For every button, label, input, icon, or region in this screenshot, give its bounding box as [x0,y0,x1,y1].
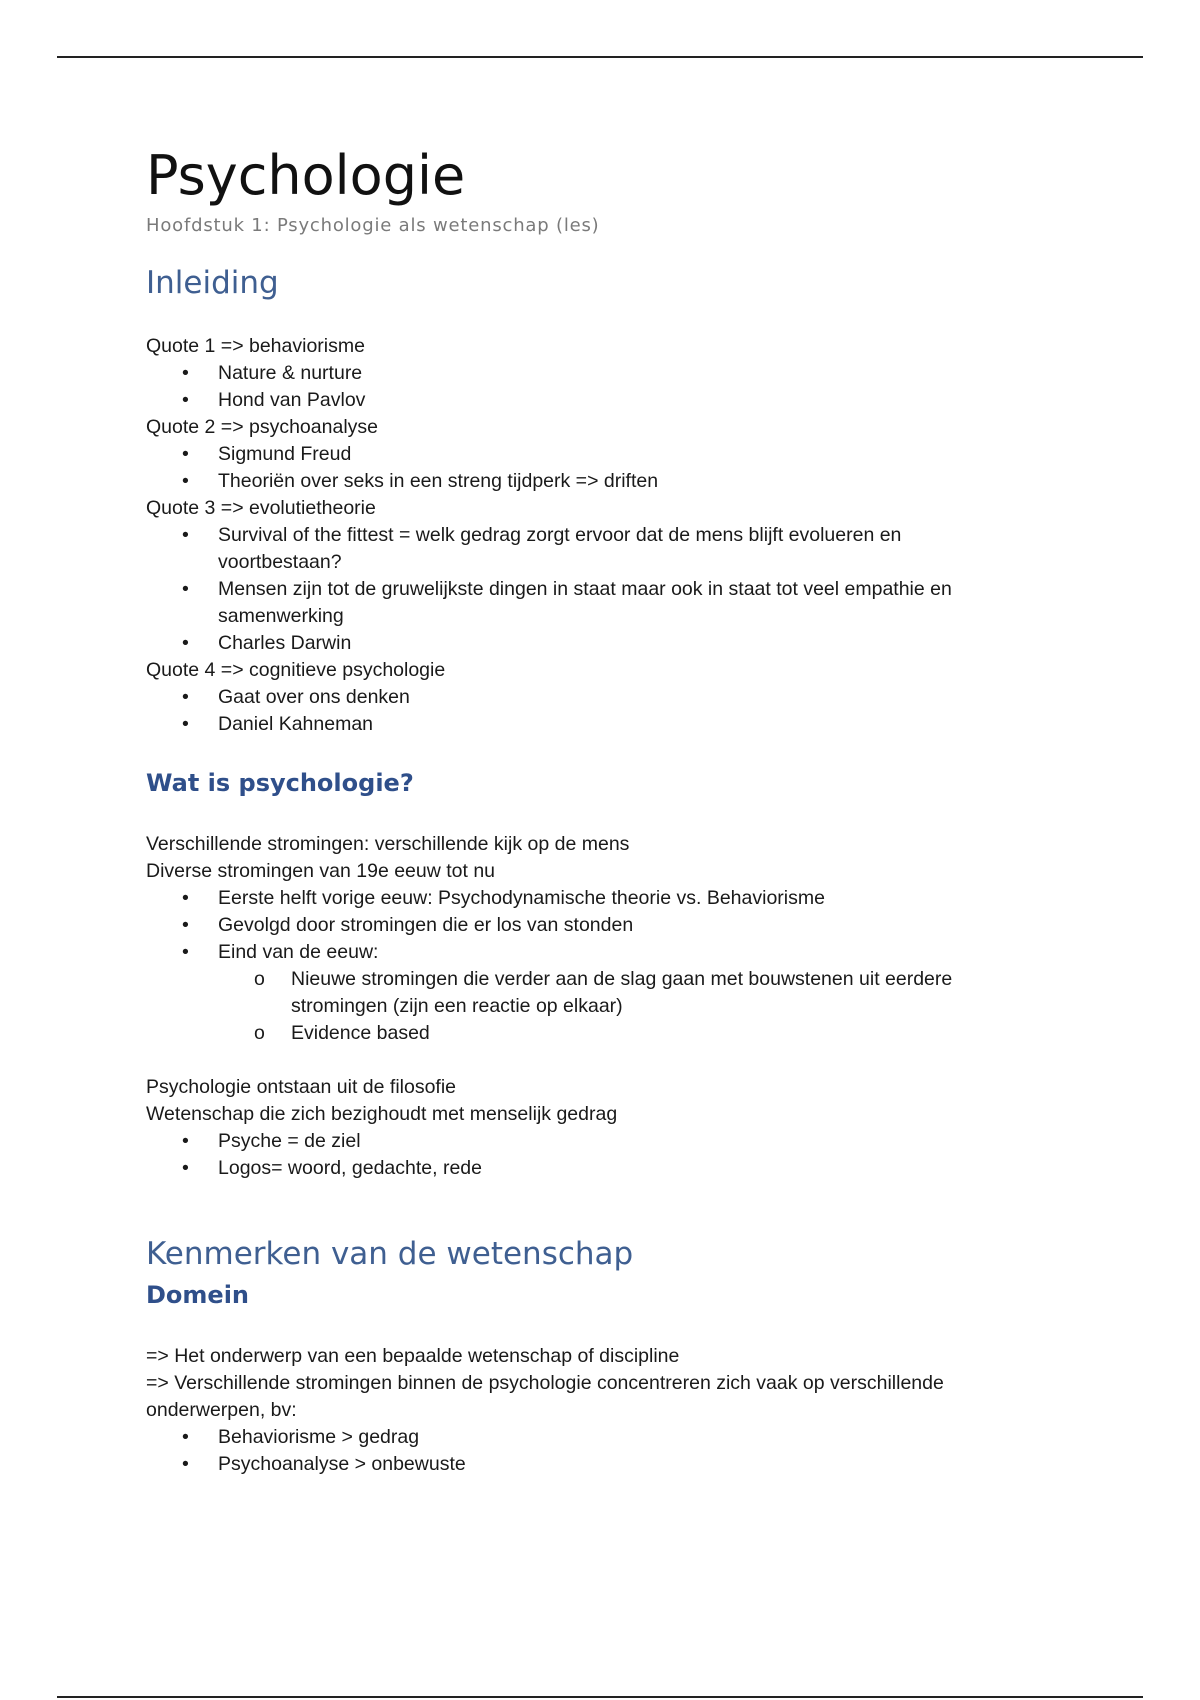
list-item: • Daniel Kahneman [146,711,1046,738]
bullet-icon: • [182,686,189,708]
heading-inleiding: Inleiding [146,265,279,301]
paragraph-line: => Verschillende stromingen binnen de psychologie concentreren zich vaak op verschillende onderwerpen, bv: [146,1372,944,1421]
list-item: • Gaat over ons denken [146,684,1046,711]
list-item: • Hond van Pavlov [146,387,1046,414]
list-item: • Theoriën over seks in een streng tijdperk => driften [146,468,1046,495]
bullet-icon: • [182,443,189,465]
spacer [146,1047,1046,1074]
list-item: • Nature & nurture [146,360,1046,387]
bullet-icon: • [182,1130,189,1152]
list-item: • Psychoanalyse > onbewuste [146,1451,1046,1478]
bullet-icon: • [182,1426,189,1448]
bullet-icon: • [182,524,189,546]
document-subtitle: Hoofdstuk 1: Psychologie als wetenschap (les) [146,215,600,236]
wat-is-section [146,831,1046,1182]
bullet-icon: • [182,470,189,492]
paragraph-line: Diverse stromingen van 19e eeuw tot nu [146,860,496,882]
bullet-icon: • [182,941,189,963]
list-item: • Behaviorisme > gedrag [146,1424,1046,1451]
sub-list-item: o Nieuwe stromingen die verder aan de slag gaan met bouwstenen uit eerdere stromingen (zijn een reactie op elkaar) [254,968,953,1017]
heading-domein: Domein [146,1281,250,1309]
header-rule [57,56,1143,58]
quote-1: Quote 1 => behaviorisme [146,335,365,357]
sub-bullet-icon: o [254,1022,265,1044]
list-item: • Sigmund Freud [146,441,1046,468]
heading-wat-is-psychologie: Wat is psychologie? [146,769,414,797]
list-item: • Gevolgd door stromingen die er los van stonden [146,912,1046,939]
bullet-icon: • [182,914,189,936]
sub-list-item: o Evidence based [146,1020,1046,1047]
list-item: • Eind van de eeuw: [146,939,1046,966]
list-item: • Logos= woord, gedachte, rede [146,1155,1046,1182]
list-item: • Psyche = de ziel [146,1128,1046,1155]
paragraph-line: => Het onderwerp van een bepaalde wetenschap of discipline [146,1345,680,1367]
quote-4: Quote 4 => cognitieve psychologie [146,659,446,681]
list-item: • Survival of the fittest = welk gedrag zorgt ervoor dat de mens blijft evolueren en voortbestaan? [182,524,902,573]
quote-2: Quote 2 => psychoanalyse [146,416,378,438]
document-title: Psychologie [146,144,466,207]
bullet-icon: • [182,362,189,384]
bullet-icon: • [182,1453,189,1475]
bullet-icon: • [182,578,189,600]
bullet-icon: • [182,1157,189,1179]
quote-3: Quote 3 => evolutietheorie [146,497,376,519]
paragraph-line: Psychologie ontstaan uit de filosofie [146,1076,457,1098]
footer-rule [57,1696,1143,1698]
sub-bullet-icon: o [254,968,265,990]
heading-kenmerken: Kenmerken van de wetenschap [146,1236,634,1272]
list-item: • Eerste helft vorige eeuw: Psychodynamische theorie vs. Behaviorisme [146,885,1046,912]
list-item: • Charles Darwin [146,630,1046,657]
kenmerken-section [146,1343,1046,1478]
inleiding-section [146,333,1046,738]
list-item: • Mensen zijn tot de gruwelijkste dingen in staat maar ook in staat tot veel empathie en samenwerking [182,578,952,627]
bullet-icon: • [182,887,189,909]
paragraph-line: Wetenschap die zich bezighoudt met menselijk gedrag [146,1103,618,1125]
bullet-icon: • [182,632,189,654]
bullet-icon: • [182,389,189,411]
paragraph-line: Verschillende stromingen: verschillende kijk op de mens [146,833,630,855]
bullet-icon: • [182,713,189,735]
